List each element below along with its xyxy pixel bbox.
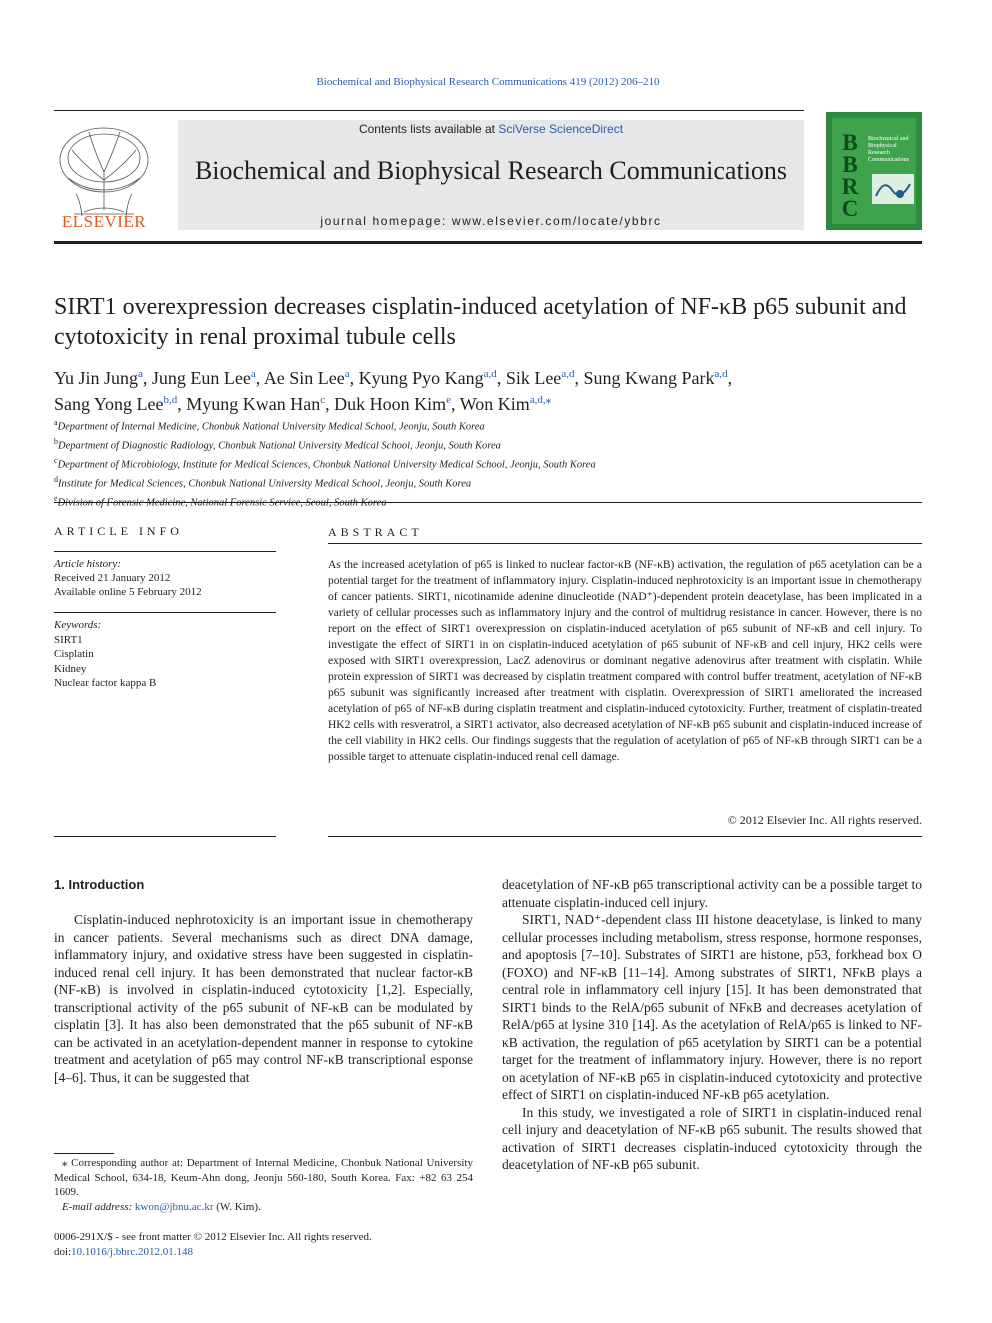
email-label: E-mail address: (62, 1200, 133, 1213)
body-paragraph: Cisplatin-induced nephrotoxicity is an important issue in chemotherapy in cancer patients. Several mechanisms such as direct DNA damage, inflammatory injury, and oxidative stress have been suggested in cisplatin-induced renal cell injury. It has been demonstrated that nuclear factor-κB (NF-κB) is involved in cisplatin-induced cytotoxicity [1,2]. Especially, transcriptional activity of the p65 subunit of NF-κB can be modulated by cisplatin [3]. It has also been demonstrated that the p65 subunit of NF-κB can be activated in an acetylation-dependent manner in response to cytokine treatment and acetylation of p65 may control NF-κB transcriptional esponse [4–6]. Thus, it can be suggested that (54, 912, 473, 1085)
email-line (54, 1200, 473, 1215)
affiliation-mark: a (54, 418, 58, 427)
author-name[interactable]: Sik Lee (505, 368, 562, 388)
body-paragraph: deacetylation of NF-κB p65 transcriptional activity can be a possible target to attenuate cisplatin-induced cell injury. (502, 877, 922, 910)
history-label: Article history: (54, 558, 121, 570)
journal-header-box (178, 120, 804, 230)
journal-name: Biochemical and Biophysical Research Communications (194, 156, 788, 185)
elsevier-logo[interactable] (54, 120, 154, 232)
corresponding-author: ⁎ Corresponding author at: Department of Internal Medicine, Chonbuk National University Medical School, 634-18, Keum-Ahn dong, Jeonju 560-180, South Korea. Fax: +82 63 254 1609. (54, 1157, 473, 1198)
author-affil-mark[interactable]: a (344, 368, 350, 380)
abstract-rule (328, 543, 922, 544)
journal-citation[interactable]: Biochemical and Biophysical Research Communications 419 (2012) 206–210 (316, 76, 660, 88)
keywords-label: Keywords: (54, 619, 102, 631)
affiliation-mark: c (54, 456, 58, 465)
author-affil-mark[interactable]: e (446, 394, 452, 406)
author-affil-mark[interactable]: a (138, 368, 143, 380)
author-name[interactable]: Kyung Pyo Kang (358, 368, 484, 388)
article-info-rule (54, 551, 276, 552)
author-affil-mark[interactable]: a,d (561, 368, 575, 380)
affiliation (54, 473, 924, 492)
author-name[interactable]: Duk Hoon Kim (334, 394, 447, 414)
front-matter (54, 1230, 473, 1259)
affiliation-text: Department of Diagnostic Radiology, Chonbuk National University Medical School, Jeonju, South Korea (58, 440, 501, 452)
affiliation-mark: e (54, 494, 58, 503)
contents-line (178, 122, 804, 136)
abstract-text: As the increased acetylation of p65 is linked to nuclear factor-κB (NF-κB) activation, the regulation of p65 acetylation can be a potential target for the treatment of inflammatory injury. Cisplatin-induced nephrotoxicity is an important issue in chemotherapy of cancer patients. SIRT1, nicotinamide adenine dinucleotide (NAD⁺)-dependent protein deacetylase, has been implicated in a variety of cellular processes such as inflammatory injury and the control of multidrug resistance in cancer. However, there is no report on the effect of SIRT1 overexpression on cisplatin-induced acetylation of p65 subunit of NF-κB and cell injury. To investigate the effect of SIRT1 in on cisplatin-induced acetylation of p65 subunit of NF-κB and cell injury, HK2 cells were exposed with SIRT1 overexpression, LacZ adenovirus or dominant negative adenovirus after treatment with cisplatin. While protein expression of SIRT1 was decreased by cisplatin treatment compared with control buffer treatment, acetylation of NF-κB p65 subunit was significantly increased after treatment with cisplatin. Overexpression of SIRT1 ameliorated the increased acetylation of p65 of NF-κB during cisplatin treatment and cisplatin-induced cytotoxicity. Further, treatment of cisplatin-treated HK2 cells with resveratrol, a SIRT1 activator, also decreased acetylation of NF-κB p65 subunit and cisplatin-induced increase of the cell viability in HK2 cells. Our findings suggests that the regulation of acetylation of p65 of NF-κB through SIRT1 can be a possible target to attenuate cisplatin-induced renal cell damage. (328, 559, 922, 763)
author-affil-mark[interactable]: a,d,⁎ (529, 394, 552, 406)
body-column-right (502, 876, 922, 1174)
affiliation-text: Department of Internal Medicine, Chonbuk National University Medical School, Jeonju, South Korea (57, 421, 485, 433)
body-paragraph: SIRT1, NAD⁺-dependent class III histone deacetylase, is linked to many cellular processes including metabolism, stress response, hormone responses, and apoptosis [7–10]. Substrates of SIRT1 are histone, p53, forkhead box O (FOXO) and NF-κB [11–14]. Among substrates of SIRT1, NFκB plays a central role in inflammatory cell injury [15]. It has been demonstrated that SIRT1 binds to the RelA/p65 subunit of NFκB and decreases acetylation of RelA/p65 at lysine 310 [14]. As the acetylation of RelA/p65 is linked to NF-κB activation, the regulation of p65 acetylation by SIRT1 can be a potential target for the treatment of inflammatory injury. However, there is no report on acetylation of NF-κB p65 in cisplatin-induced cytotoxicity and protective effect of SIRT1 on cisplatin-induced NF-κB p65 acetylation. (502, 912, 922, 1102)
cover-letters (836, 132, 864, 220)
author-affil-mark[interactable]: a,d (483, 368, 497, 380)
cover-letter: R (841, 174, 859, 199)
article-title: SIRT1 overexpression decreases cisplatin-induced acetylation of NF-κB p65 subunit and cytotoxicity in renal proximal tubule cells (54, 294, 907, 350)
author-name[interactable]: Jung Eun Lee (151, 368, 251, 388)
publisher-name: ELSEVIER (61, 212, 147, 231)
keyword: Kidney (54, 662, 87, 675)
article-info-heading: ARTICLE INFO (54, 524, 183, 538)
author-name[interactable]: Sang Yong Lee (54, 394, 164, 414)
author-name[interactable]: Yu Jin Jung (54, 368, 139, 388)
affiliation-text: Department of Microbiology, Institute for Medical Sciences, Chonbuk National University Medical School, Jeonju, South Korea (57, 459, 596, 471)
issn-line: 0006-291X/$ - see front matter © 2012 Elsevier Inc. All rights reserved. (54, 1231, 372, 1243)
author-list: Yu Jin Jung$^a$, Jung Eun Lee$^a$, Ae Sin Lee$^a$, Kyung Pyo Kang$^{a,d}$, Sik Lee$^{a,d}$, Sung Kwang Park$^{a,d}$, Sang Yong Lee$^{b,d}$, Myung Kwan Han$^c$, Duk Hoon Kim$^e$, Won Kim$^{a,d,⁎}$ (54, 368, 733, 414)
body-paragraph: In this study, we investigated a role of SIRT1 in cisplatin-induced renal cell injury and deacetylation of NF-κB p65 subunit. The results showed that activation of SIRT1 decreases cisplatin-induced cytotoxicity through the deacetylation of NF-κB p65 subunit. (502, 1104, 922, 1172)
introduction-heading: 1. Introduction (54, 877, 145, 892)
author-name[interactable]: Won Kim (459, 394, 530, 414)
keywords-rule (54, 612, 276, 613)
affiliation-text: Division of Forensic Medicine, National Forensic Service, Seoul, South Korea (57, 497, 387, 509)
journal-cover-inner (832, 118, 916, 224)
affiliation (54, 416, 924, 435)
affiliation-list (54, 416, 924, 511)
doi-prefix: doi: (54, 1245, 72, 1258)
author-name[interactable]: Ae Sin Lee (263, 368, 345, 388)
header-rule (54, 110, 804, 111)
abstract-bottom-rule (328, 836, 922, 837)
cover-title: Biochemical and Biophysical Research Communications (868, 136, 909, 163)
email-link[interactable]: kwon@jbnu.ac.kr (134, 1200, 214, 1213)
doi-link[interactable]: 10.1016/j.bbrc.2012.01.148 (71, 1245, 194, 1258)
received-date: Received 21 January 2012 (54, 572, 171, 584)
keyword: Nuclear factor kappa B (54, 677, 157, 689)
cover-image-icon (872, 174, 914, 204)
cover-letter: B (842, 130, 858, 155)
journal-homepage[interactable]: journal homepage: www.elsevier.com/locate/ybbrc (320, 214, 662, 228)
sciencedirect-link[interactable]: SciVerse ScienceDirect (498, 122, 624, 136)
affiliation (54, 435, 924, 454)
author-affil-mark[interactable]: c (320, 394, 326, 406)
author-affil-mark[interactable]: a (250, 368, 256, 380)
available-date: Available online 5 February 2012 (54, 586, 202, 598)
keyword: SIRT1 (54, 633, 83, 646)
article-info-bottom-rule (54, 836, 276, 837)
corresponding-author-footnote (54, 1156, 473, 1214)
email-suffix: (W. Kim). (213, 1200, 261, 1213)
abstract-heading: ABSTRACT (328, 525, 423, 539)
affiliation-text: Institute for Medical Sciences, Chonbuk National University Medical School, Jeonju, South Korea (58, 478, 472, 490)
doi-line (54, 1245, 473, 1260)
author-name[interactable]: Myung Kwan Han (186, 394, 321, 414)
contents-prefix: Contents lists available at (358, 122, 499, 136)
section-rule (54, 502, 922, 503)
article-history (54, 557, 276, 599)
body-column-left (54, 911, 473, 1086)
cover-letter: B (842, 152, 858, 177)
author-name[interactable]: Sung Kwang Park (583, 368, 715, 388)
affiliation-mark: d (54, 475, 58, 484)
abstract-copyright: © 2012 Elsevier Inc. All rights reserved. (727, 813, 922, 827)
affiliation-mark: b (54, 437, 58, 446)
author-affil-mark[interactable]: a,d (714, 368, 728, 380)
header-thick-rule (54, 241, 922, 244)
keywords (54, 618, 276, 691)
author-affil-mark[interactable]: b,d (163, 394, 178, 406)
affiliation (54, 454, 924, 473)
cover-letter: C (841, 196, 859, 221)
journal-cover[interactable] (826, 112, 922, 230)
keyword: Cisplatin (54, 648, 94, 660)
footnote-rule (54, 1153, 114, 1154)
